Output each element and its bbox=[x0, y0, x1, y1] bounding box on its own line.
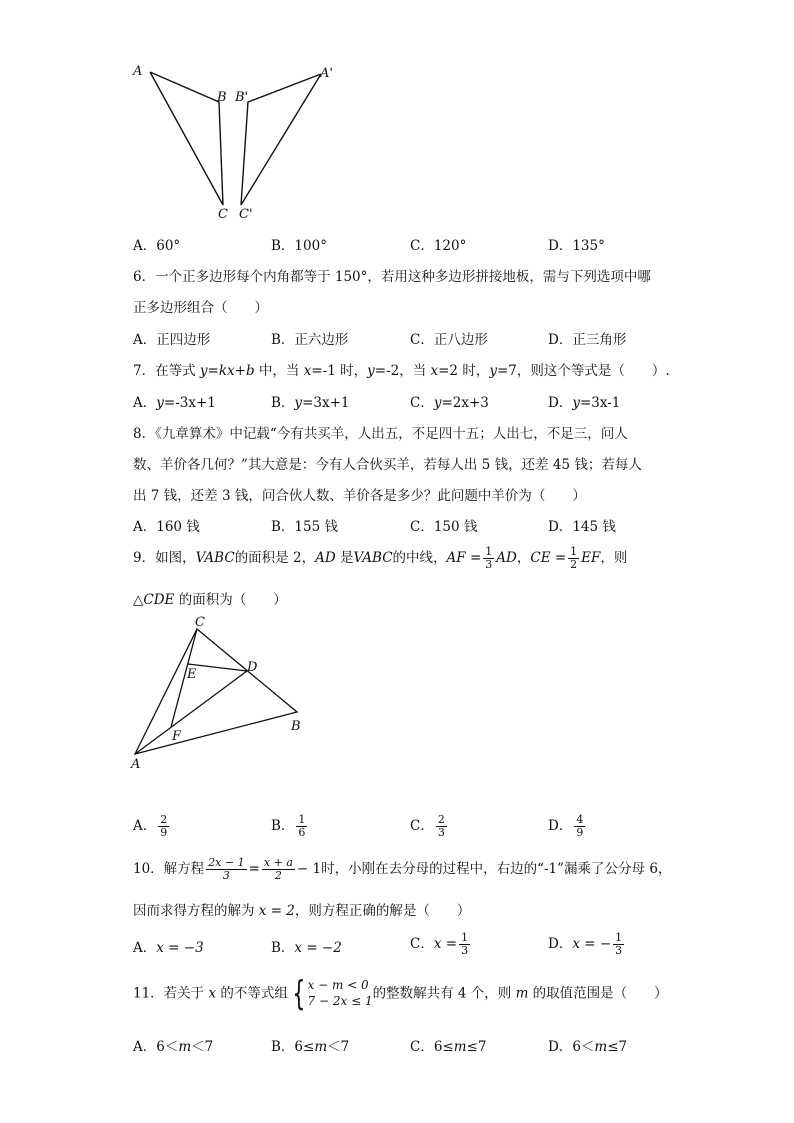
q10-text-line2: 因而求得方程的解为 x = 2，则方程正确的解是（ ） bbox=[133, 903, 471, 919]
q5-option-b[interactable]: B．100° bbox=[271, 238, 327, 254]
q8-text-line3: 出 7 钱，还差 3 钱，问合伙人数、羊价各是多少？此问题中羊价为（ ） bbox=[133, 488, 586, 504]
label-a: A bbox=[131, 757, 141, 772]
q11-option-d[interactable]: D．6＜m≤7 bbox=[548, 1039, 628, 1055]
shape-abc-prime bbox=[241, 74, 321, 205]
segment-ed bbox=[188, 664, 247, 671]
shape-abc bbox=[150, 72, 223, 205]
fraction: $\frac{1}{3}$ bbox=[485, 545, 493, 571]
q10-option-a[interactable]: A．x = −3 bbox=[133, 940, 204, 956]
q6-option-d[interactable]: D．正三角形 bbox=[548, 332, 627, 348]
figure-mirror-shapes bbox=[125, 55, 355, 230]
q9-option-a[interactable]: A． $\frac{2}{9}$ bbox=[133, 813, 168, 839]
q9-option-b[interactable]: B． $\frac{1}{6}$ bbox=[271, 813, 306, 839]
label-a: A bbox=[133, 64, 143, 79]
label-b-prime: B' bbox=[235, 90, 249, 105]
label-a-prime: A' bbox=[320, 66, 333, 81]
label-d: D bbox=[247, 660, 258, 675]
label-c-prime: C' bbox=[239, 207, 253, 222]
q11-option-b[interactable]: B．6≤m＜7 bbox=[271, 1039, 350, 1055]
q8-option-b[interactable]: B．155 钱 bbox=[271, 519, 338, 535]
label-c: C bbox=[218, 207, 228, 222]
fraction: $\frac{1}{2}$ bbox=[570, 545, 578, 571]
q5-option-c[interactable]: C．120° bbox=[410, 238, 467, 254]
q5-option-d[interactable]: D．135° bbox=[548, 238, 605, 254]
q9-text-line2: △CDE 的面积为（ ） bbox=[133, 592, 287, 608]
label-c: C bbox=[195, 615, 205, 630]
label-e: E bbox=[187, 667, 197, 682]
q6-text-line1: 6．一个正多边形每个内角都等于 150°，若用这种多边形拼接地板，需与下列选项中哪 bbox=[133, 269, 651, 285]
q10-option-b[interactable]: B．x = −2 bbox=[271, 940, 342, 956]
q11-option-c[interactable]: C．6≤m≤7 bbox=[410, 1039, 487, 1055]
q7-option-d[interactable]: D．y=3x-1 bbox=[548, 395, 621, 411]
median-ad bbox=[135, 671, 247, 754]
q8-text-line2: 数、羊价各几何？”其大意是：今有人合伙买羊，若每人出 5 钱，还差 45 钱；若每人 bbox=[133, 457, 642, 473]
fraction: $\frac{x + a}{2}$ bbox=[263, 856, 293, 882]
q6-option-b[interactable]: B．正六边形 bbox=[271, 332, 349, 348]
q8-option-d[interactable]: D．145 钱 bbox=[548, 519, 616, 535]
label-b: B bbox=[291, 719, 301, 734]
figure-triangle-abc bbox=[125, 612, 325, 772]
q10-option-d[interactable]: D．x = − $\frac{1}{3}$ bbox=[548, 931, 623, 957]
q10-text-line1: 10．解方程 $\frac{2x - 1}{3}$ = $\frac{x + a}{2}$ − 1时，小刚在去分母的过程中，右边的“-1”漏乘了公分母 6， bbox=[133, 856, 672, 882]
q8-option-a[interactable]: A．160 钱 bbox=[133, 519, 200, 535]
fraction: $\frac{2x - 1}{3}$ bbox=[208, 856, 245, 882]
q6-option-a[interactable]: A．正四边形 bbox=[133, 332, 211, 348]
label-b: B bbox=[217, 90, 227, 105]
q6-option-c[interactable]: C．正八边形 bbox=[410, 332, 488, 348]
q8-text-line1: 8．《九章算术》中记载“今有共买羊，人出五，不足四十五；人出七，不足三，问人 bbox=[133, 426, 628, 442]
q11-text: 11．若关于 x 的不等式组 { x − m < 0 7 − 2x ≤ 1 的整数解共有 4 个，则 m 的取值范围是（ ） bbox=[133, 974, 668, 1014]
q7-option-b[interactable]: B．y=3x+1 bbox=[271, 395, 350, 411]
q7-option-a[interactable]: A．y=-3x+1 bbox=[133, 395, 216, 411]
q7-text: 7．在等式 y=kx+b 中，当 x=-1 时，y=-2，当 x=2 时，y=7，则这个等式是（ ）. bbox=[133, 363, 670, 379]
q10-option-c[interactable]: C．x = $\frac{1}{3}$ bbox=[410, 931, 469, 957]
q7-option-c[interactable]: C．y=2x+3 bbox=[410, 395, 489, 411]
q9-option-d[interactable]: D． $\frac{4}{9}$ bbox=[548, 813, 584, 839]
q5-option-a[interactable]: A．60° bbox=[133, 238, 181, 254]
label-f: F bbox=[172, 729, 182, 744]
inequality-system: { x − m < 0 7 − 2x ≤ 1 bbox=[292, 974, 373, 1014]
q9-option-c[interactable]: C． $\frac{2}{3}$ bbox=[410, 813, 445, 839]
q11-option-a[interactable]: A．6＜m＜7 bbox=[133, 1039, 214, 1055]
q9-text-line1: 9．如图，VABC的面积是 2，AD 是VABC的中线，AF = $\frac{1}{3}$ AD，CE = $\frac{1}{2}$ EF，则 bbox=[133, 545, 628, 571]
q8-option-c[interactable]: C．150 钱 bbox=[410, 519, 478, 535]
q6-text-line2: 正多边形组合（ ） bbox=[133, 300, 268, 316]
